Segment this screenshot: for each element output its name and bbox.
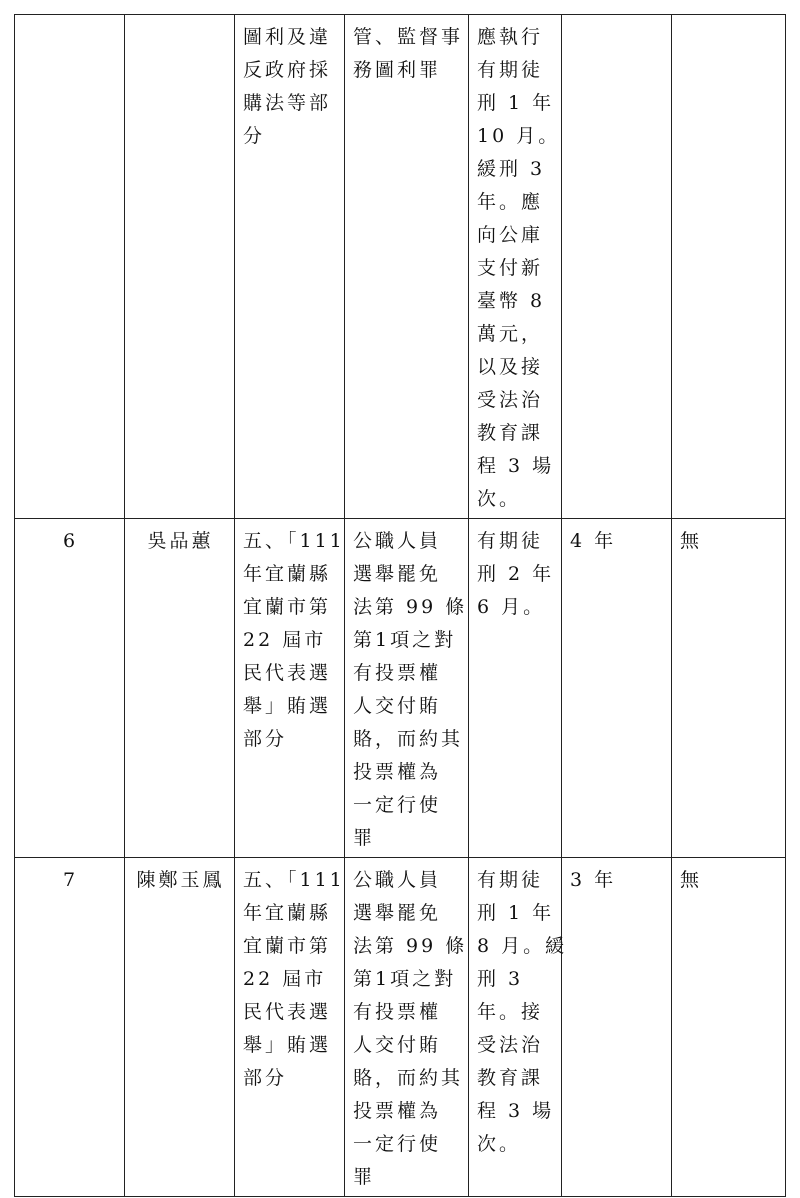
cell-text-line: 宜蘭市第 — [243, 596, 332, 618]
cell-text-line: 法第 99 條 — [353, 596, 468, 618]
cell-number: 6 — [15, 519, 125, 858]
cell-text-line: 有期徒 — [477, 530, 544, 552]
cell-charge — [235, 519, 345, 858]
cell-period — [562, 15, 672, 519]
cell-text-line: 反政府採 — [243, 59, 332, 81]
cell-text-line: 緩刑 3 — [477, 158, 546, 180]
cell-text-line: 宜蘭市第 — [243, 935, 332, 957]
table-row — [15, 15, 786, 519]
cell-text-line: 受法治 — [477, 389, 544, 411]
cell-period: 4 年 — [562, 519, 672, 858]
cell-text-line: 教育課 — [477, 1067, 544, 1089]
cell-text-line: 舉」賄選 — [243, 695, 332, 717]
cell-text-line: 22 屆市 — [243, 968, 327, 990]
cell-text-line: 8 月。緩 — [477, 935, 568, 957]
cell-text-line: 10 月。 — [477, 125, 561, 147]
cell-text-line: 公職人員 — [353, 530, 442, 552]
cell-text-line: 務圖利罪 — [353, 59, 442, 81]
cell-defendant-name — [125, 15, 235, 519]
cell-text-line: 程 3 場 — [477, 1100, 555, 1122]
cell-text-line: 法第 99 條 — [353, 935, 468, 957]
cell-law — [345, 858, 469, 1197]
cell-text-line: 萬元， — [477, 323, 544, 345]
cell-text-line: 分 — [243, 125, 266, 147]
cell-text-line: 賂，而約其 — [353, 728, 464, 750]
cell-text-line: 部分 — [243, 728, 288, 750]
cell-text-line: 有期徒 — [477, 869, 544, 891]
cell-text-line: 刑 2 年 — [477, 563, 555, 585]
cell-text-line: 6 月。 — [477, 596, 546, 618]
cell-text-line: 有投票權 — [353, 662, 442, 684]
cell-text-line: 一定行使 — [353, 1133, 442, 1155]
cell-text-line: 向公庫 — [477, 224, 544, 246]
cell-law — [345, 15, 469, 519]
cell-text-line: 民代表選 — [243, 1001, 332, 1023]
cell-text-line: 第1項之對 — [353, 968, 457, 990]
cell-text-line: 年宜蘭縣 — [243, 563, 332, 585]
cell-sentence — [469, 519, 562, 858]
cell-note: 無 — [672, 858, 786, 1197]
cell-text-line: 年。應 — [477, 191, 544, 213]
cell-number: 7 — [15, 858, 125, 1197]
cell-text-line: 臺幣 8 — [477, 290, 546, 312]
cell-text-line: 次。 — [477, 1133, 522, 1155]
cell-text-line: 刑 1 年 — [477, 92, 555, 114]
cell-text-line: 投票權為 — [353, 1100, 442, 1122]
cell-text-line: 五、「111 — [243, 530, 345, 552]
cell-text-line: 管、監督事 — [353, 26, 464, 48]
cell-text-line: 部分 — [243, 1067, 288, 1089]
cell-text-line: 舉」賄選 — [243, 1034, 332, 1056]
cell-text-line: 五、「111 — [243, 869, 345, 891]
cell-charge — [235, 15, 345, 519]
cell-text-line: 教育課 — [477, 422, 544, 444]
cell-text-line: 年宜蘭縣 — [243, 902, 332, 924]
cell-text-line: 有投票權 — [353, 1001, 442, 1023]
cell-text-line: 刑 1 年 — [477, 902, 555, 924]
sentence-table — [14, 14, 786, 1197]
cell-number — [15, 15, 125, 519]
cell-text-line: 有期徒 — [477, 59, 544, 81]
table-row — [15, 519, 786, 858]
cell-note — [672, 15, 786, 519]
cell-text-line: 罪 — [353, 1166, 376, 1188]
table-row — [15, 858, 786, 1197]
cell-law — [345, 519, 469, 858]
cell-defendant-name: 陳鄭玉鳳 — [125, 858, 235, 1197]
cell-text-line: 一定行使 — [353, 794, 442, 816]
cell-sentence — [469, 15, 562, 519]
cell-text-line: 以及接 — [477, 356, 544, 378]
cell-period: 3 年 — [562, 858, 672, 1197]
cell-text-line: 程 3 場 — [477, 455, 555, 477]
cell-text-line: 年。接 — [477, 1001, 544, 1023]
cell-text-line: 受法治 — [477, 1034, 544, 1056]
cell-text-line: 選舉罷免 — [353, 563, 442, 585]
cell-text-line: 支付新 — [477, 257, 544, 279]
cell-text-line: 圖利及違 — [243, 26, 332, 48]
cell-text-line: 應執行 — [477, 26, 544, 48]
cell-sentence — [469, 858, 568, 1197]
cell-charge — [235, 858, 345, 1197]
cell-text-line: 人交付賄 — [353, 695, 442, 717]
cell-text-line: 人交付賄 — [353, 1034, 442, 1056]
cell-text-line: 22 屆市 — [243, 629, 327, 651]
cell-text-line: 賂，而約其 — [353, 1067, 464, 1089]
cell-text-line: 公職人員 — [353, 869, 442, 891]
cell-note: 無 — [672, 519, 786, 858]
cell-text-line: 購法等部 — [243, 92, 332, 114]
cell-text-line: 罪 — [353, 827, 376, 849]
cell-text-line: 次。 — [477, 488, 522, 510]
cell-text-line: 選舉罷免 — [353, 902, 442, 924]
cell-text-line: 投票權為 — [353, 761, 442, 783]
cell-text-line: 民代表選 — [243, 662, 332, 684]
cell-defendant-name: 吳品蕙 — [125, 519, 235, 858]
cell-text-line: 第1項之對 — [353, 629, 457, 651]
cell-text-line: 刑 3 — [477, 968, 524, 990]
